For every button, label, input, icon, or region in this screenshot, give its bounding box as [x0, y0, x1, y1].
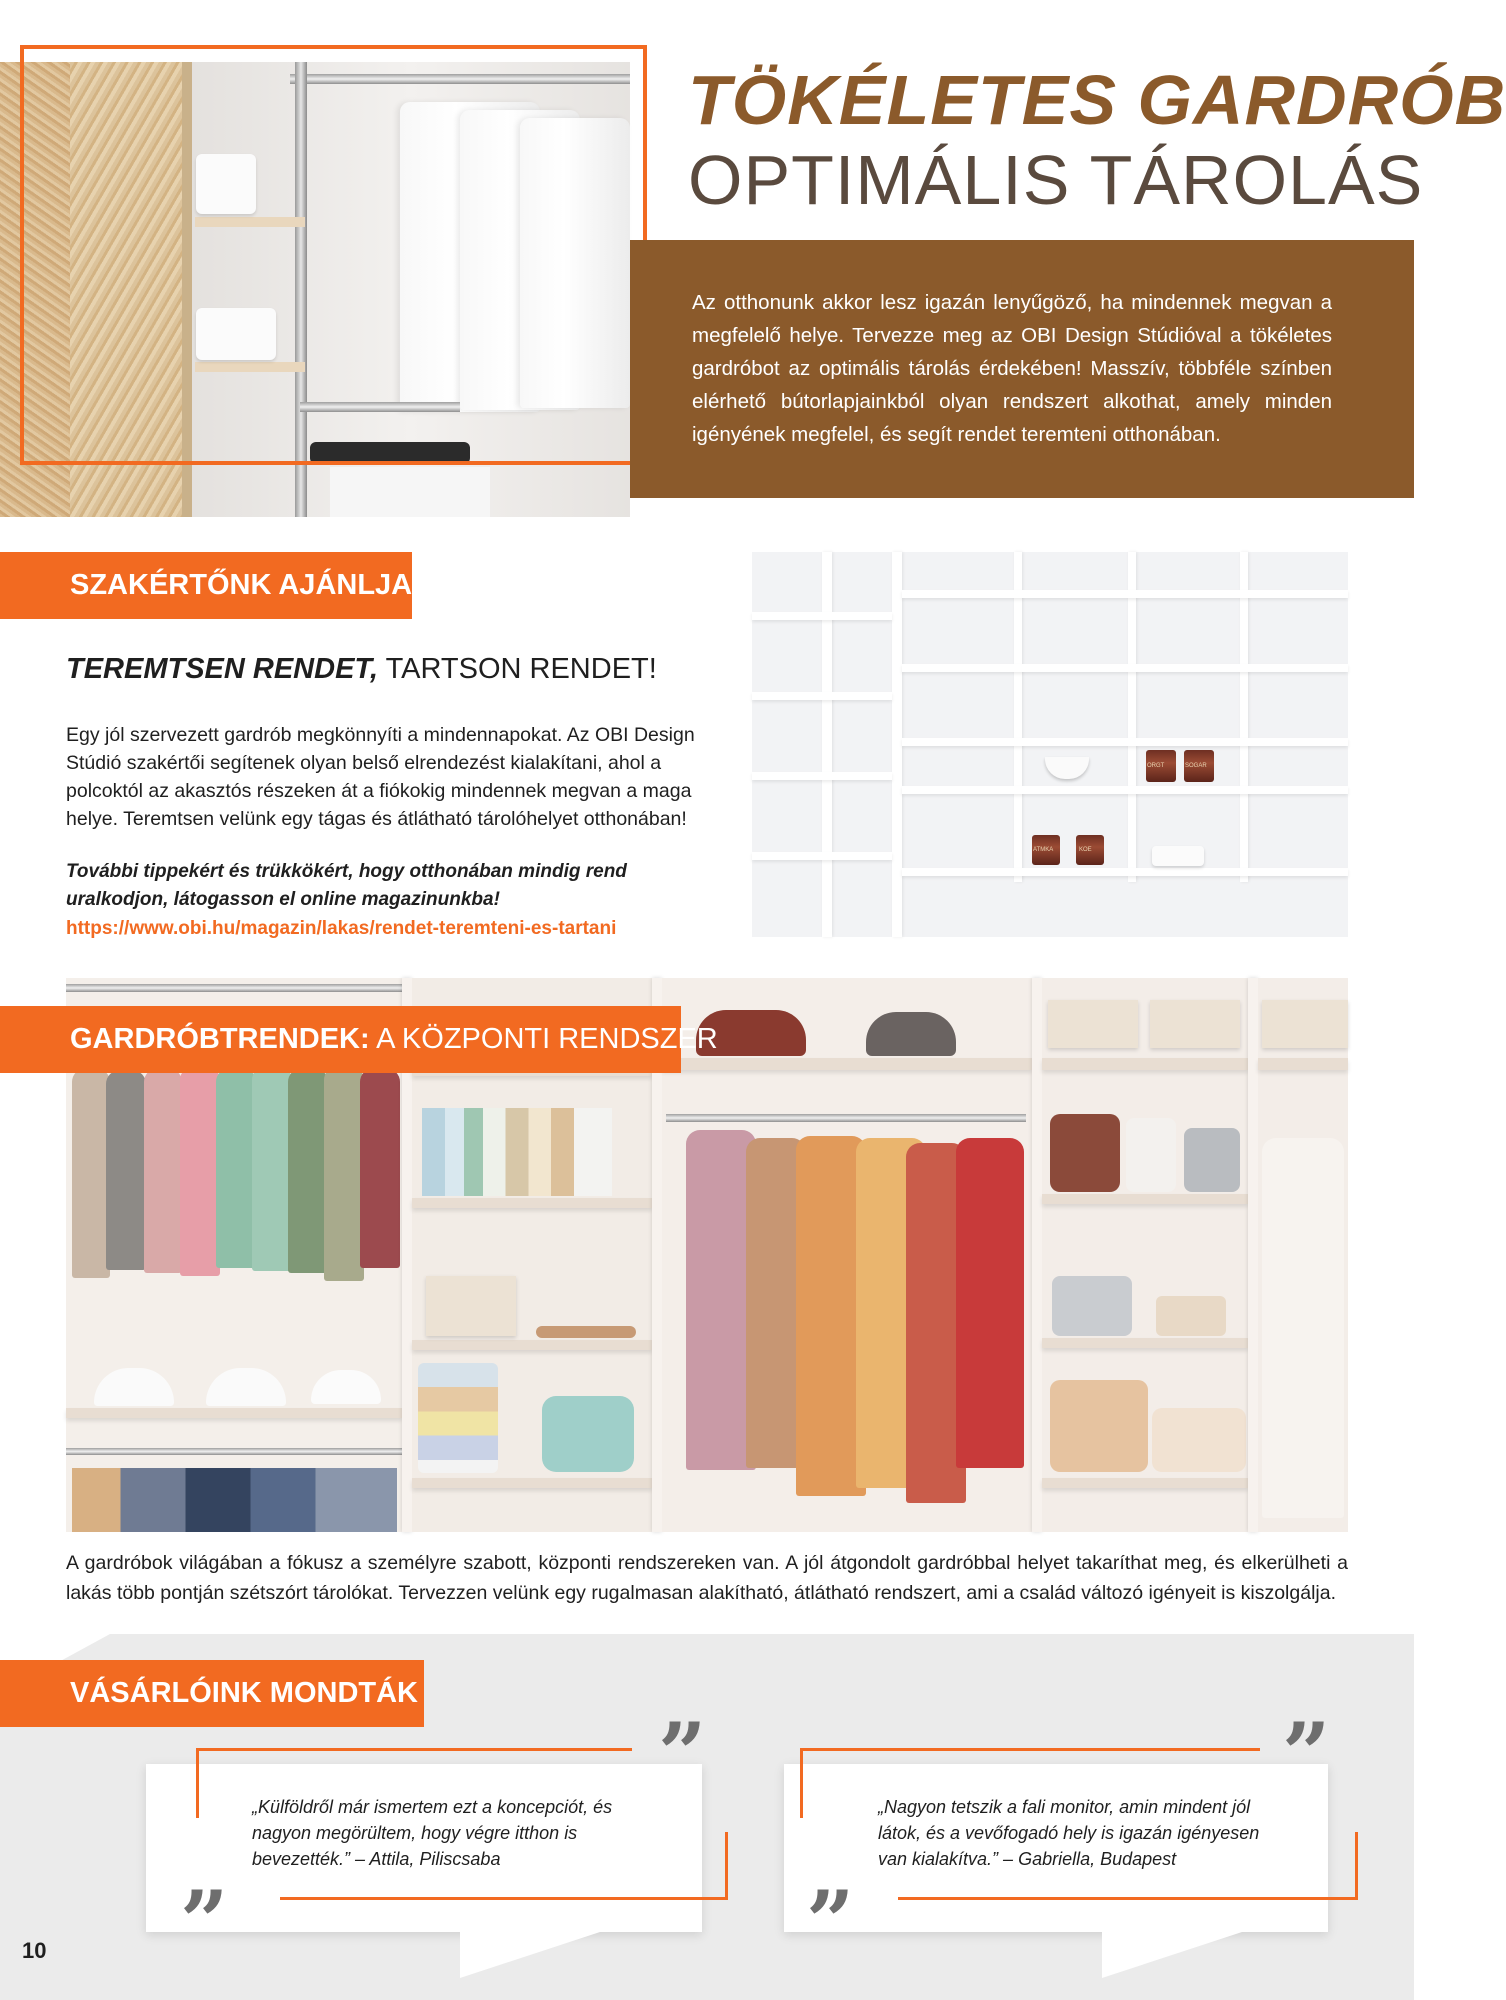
trends-paragraph: A gardróbok világában a fókusz a személyre szabott, központi rendszereken van. A jól átgondolt gardróbbal helyet takaríthat meg, és elkerülheti a lakás több pontján szétszórt tárolókat. Tervezzen velünk egy rugalmasan alakítható, átlátható rendszert, ami a család változó igényeit is kiszolgálja.	[66, 1552, 1348, 1604]
expert-tip-text: További tippekért és trükkökért, hogy otthonában mindig rend uralkodjon, látogasson el online magazinunkba!	[66, 861, 627, 910]
wardrobe-shelf	[1042, 1194, 1248, 1204]
perfume-bottles	[1156, 1296, 1226, 1336]
hanging-shirt	[252, 1066, 292, 1271]
shelf-board	[902, 786, 1348, 794]
shelf-board	[752, 692, 892, 700]
hero-orange-frame	[20, 45, 647, 465]
shelf-board	[752, 852, 892, 860]
brown-handbag	[1050, 1114, 1120, 1192]
storage-box	[426, 1276, 516, 1336]
grey-hat	[866, 1012, 956, 1056]
wardrobe-shelf	[1042, 1478, 1248, 1488]
white-dress	[1262, 1138, 1344, 1518]
hanging-shirt	[216, 1068, 256, 1268]
review-card-1-line-left	[196, 1748, 199, 1818]
storage-box	[1262, 1000, 1348, 1048]
clothes-rail	[666, 1114, 1026, 1122]
hanging-shirt	[288, 1068, 328, 1273]
review-card-1-line-right	[725, 1832, 728, 1900]
clothes-rail	[66, 984, 402, 992]
folded-clothes-stack	[418, 1363, 498, 1473]
white-bowl	[1045, 757, 1089, 779]
decor-jar	[1184, 750, 1214, 782]
expert-subtitle-bold: TEREMTSEN RENDET,	[66, 653, 379, 685]
jar-label: ORGT	[1147, 763, 1165, 769]
knit-sweater-stack	[1050, 1380, 1148, 1472]
expert-section-header: SZAKÉRTŐNK AJÁNLJA:	[0, 552, 412, 619]
decor-jar	[1146, 750, 1176, 782]
shelf-board	[902, 738, 1348, 746]
white-trousers	[330, 467, 490, 517]
quote-close-icon: ”	[180, 1872, 229, 1971]
review-card-2-line-right	[1355, 1832, 1358, 1900]
decor-jar	[1076, 835, 1104, 865]
hanging-shirt	[360, 1068, 400, 1268]
knit-sweater-stack	[1152, 1408, 1246, 1472]
expert-subtitle	[66, 653, 657, 686]
page-number: 10	[22, 1938, 47, 1963]
wardrobe-shelf	[412, 1340, 652, 1350]
trends-header-bold: GARDRÓBTRENDEK:	[70, 1023, 370, 1055]
page-title: TÖKÉLETES GARDRÓB	[688, 61, 1506, 139]
clothes-rail	[66, 1448, 402, 1455]
wardrobe-shelf	[1042, 1338, 1248, 1348]
expert-subtitle-rest: TARTSON RENDET!	[378, 653, 657, 685]
book-row	[422, 1108, 612, 1196]
shelf-board	[1014, 552, 1022, 882]
trends-header-rest: A KÖZPONTI RENDSZER	[369, 1023, 718, 1055]
shelf-board	[822, 552, 832, 937]
shelf-board	[902, 590, 1348, 598]
review-card-2-line-bottom	[898, 1897, 1358, 1900]
quote-close-icon: ”	[806, 1872, 855, 1971]
shelf-board	[902, 868, 1348, 876]
hanging-shirt	[106, 1070, 146, 1270]
white-handbag	[1126, 1118, 1176, 1192]
review-2-text: „Nagyon tetszik a fali monitor, amin mindent jól látok, és a vevőfogadó hely is igazán igényesen van kialakítva.” – Gabriella, Budapest	[878, 1797, 1260, 1869]
decor-jar	[1032, 835, 1060, 865]
mint-handbag	[542, 1396, 634, 1472]
shelf-board	[902, 664, 1348, 672]
shelving-photo	[752, 552, 1348, 937]
wardrobe-shelf	[66, 1408, 402, 1418]
jar-label: KOE	[1079, 847, 1092, 853]
wardrobe-shelf	[412, 1478, 652, 1488]
jar-label: SOGAR	[1185, 763, 1207, 769]
white-cake-stand	[1152, 846, 1204, 866]
shelf-board	[1128, 552, 1136, 882]
review-card-2-line-top	[800, 1748, 1260, 1751]
review-1-text: „Külföldről már ismertem ezt a koncepciót, és nagyon megörültem, hogy végre itthon is bevezették.” – Attila, Piliscsaba	[252, 1797, 613, 1869]
magazine-link[interactable]: https://www.obi.hu/magazin/lakas/rendet-teremteni-es-tartani	[66, 918, 617, 939]
reviews-section-header: VÁSÁRLÓINK MONDTÁK	[0, 1660, 424, 1727]
jar-label: ATMKA	[1033, 847, 1054, 853]
wardrobe-divider	[1032, 978, 1042, 1532]
review-card-2-tail	[1102, 1932, 1242, 1978]
wardrobe-shelf	[1258, 1058, 1348, 1070]
trends-section-header	[0, 1006, 718, 1073]
accessories	[536, 1326, 636, 1338]
shelf-board	[1240, 552, 1248, 882]
wardrobe-shelf	[412, 1198, 652, 1208]
shelf-board	[752, 772, 892, 780]
expert-body-text: Egy jól szervezett gardrób megkönnyíti a mindennapokat. Az OBI Design Stúdió szakértői segítenek olyan belső elrendezést kialakítani, ahol a polcoktól az akasztós részeken át a fiókokig mindennek megvan a maga helye. Teremtsen velünk egy tágas és átlátható tárolóhelyet otthonában!	[66, 724, 695, 830]
grey-bag	[1184, 1128, 1240, 1192]
quote-open-icon: ”	[658, 1704, 707, 1803]
storage-box	[1150, 1000, 1240, 1048]
review-card-2-line-left	[800, 1748, 803, 1818]
wardrobe-divider	[1248, 978, 1258, 1532]
hanging-shirt	[144, 1068, 182, 1273]
hanging-shirt	[180, 1066, 220, 1276]
review-card-1-tail	[460, 1932, 600, 1978]
quote-open-icon: ”	[1282, 1704, 1331, 1803]
silver-bag	[1052, 1276, 1132, 1336]
wardrobe-shelf	[1042, 1058, 1248, 1070]
hanging-coat	[956, 1138, 1024, 1468]
review-card-1-line-bottom	[280, 1897, 728, 1900]
page-subtitle: OPTIMÁLIS TÁROLÁS	[688, 141, 1424, 219]
shelf-board	[892, 552, 902, 937]
review-card-1-line-top	[196, 1748, 632, 1751]
hanging-shirt	[72, 1068, 110, 1278]
folded-trousers-row	[72, 1468, 397, 1532]
intro-text: Az otthonunk akkor lesz igazán lenyűgöző, ha mindennek megvan a megfelelő helye. Tervezze meg az OBI Design Stúdióval a tökéletes gardróbot az optimális tárolás érdekében! Masszív, többféle színben elérhető bútorlapjainkból olyan rendszert alkothat, amely minden igényének megfelel, és segít rendet teremteni otthonában.	[692, 291, 1332, 446]
hanging-shirt	[324, 1066, 364, 1281]
shelf-board	[752, 612, 892, 620]
storage-box	[1048, 1000, 1138, 1048]
